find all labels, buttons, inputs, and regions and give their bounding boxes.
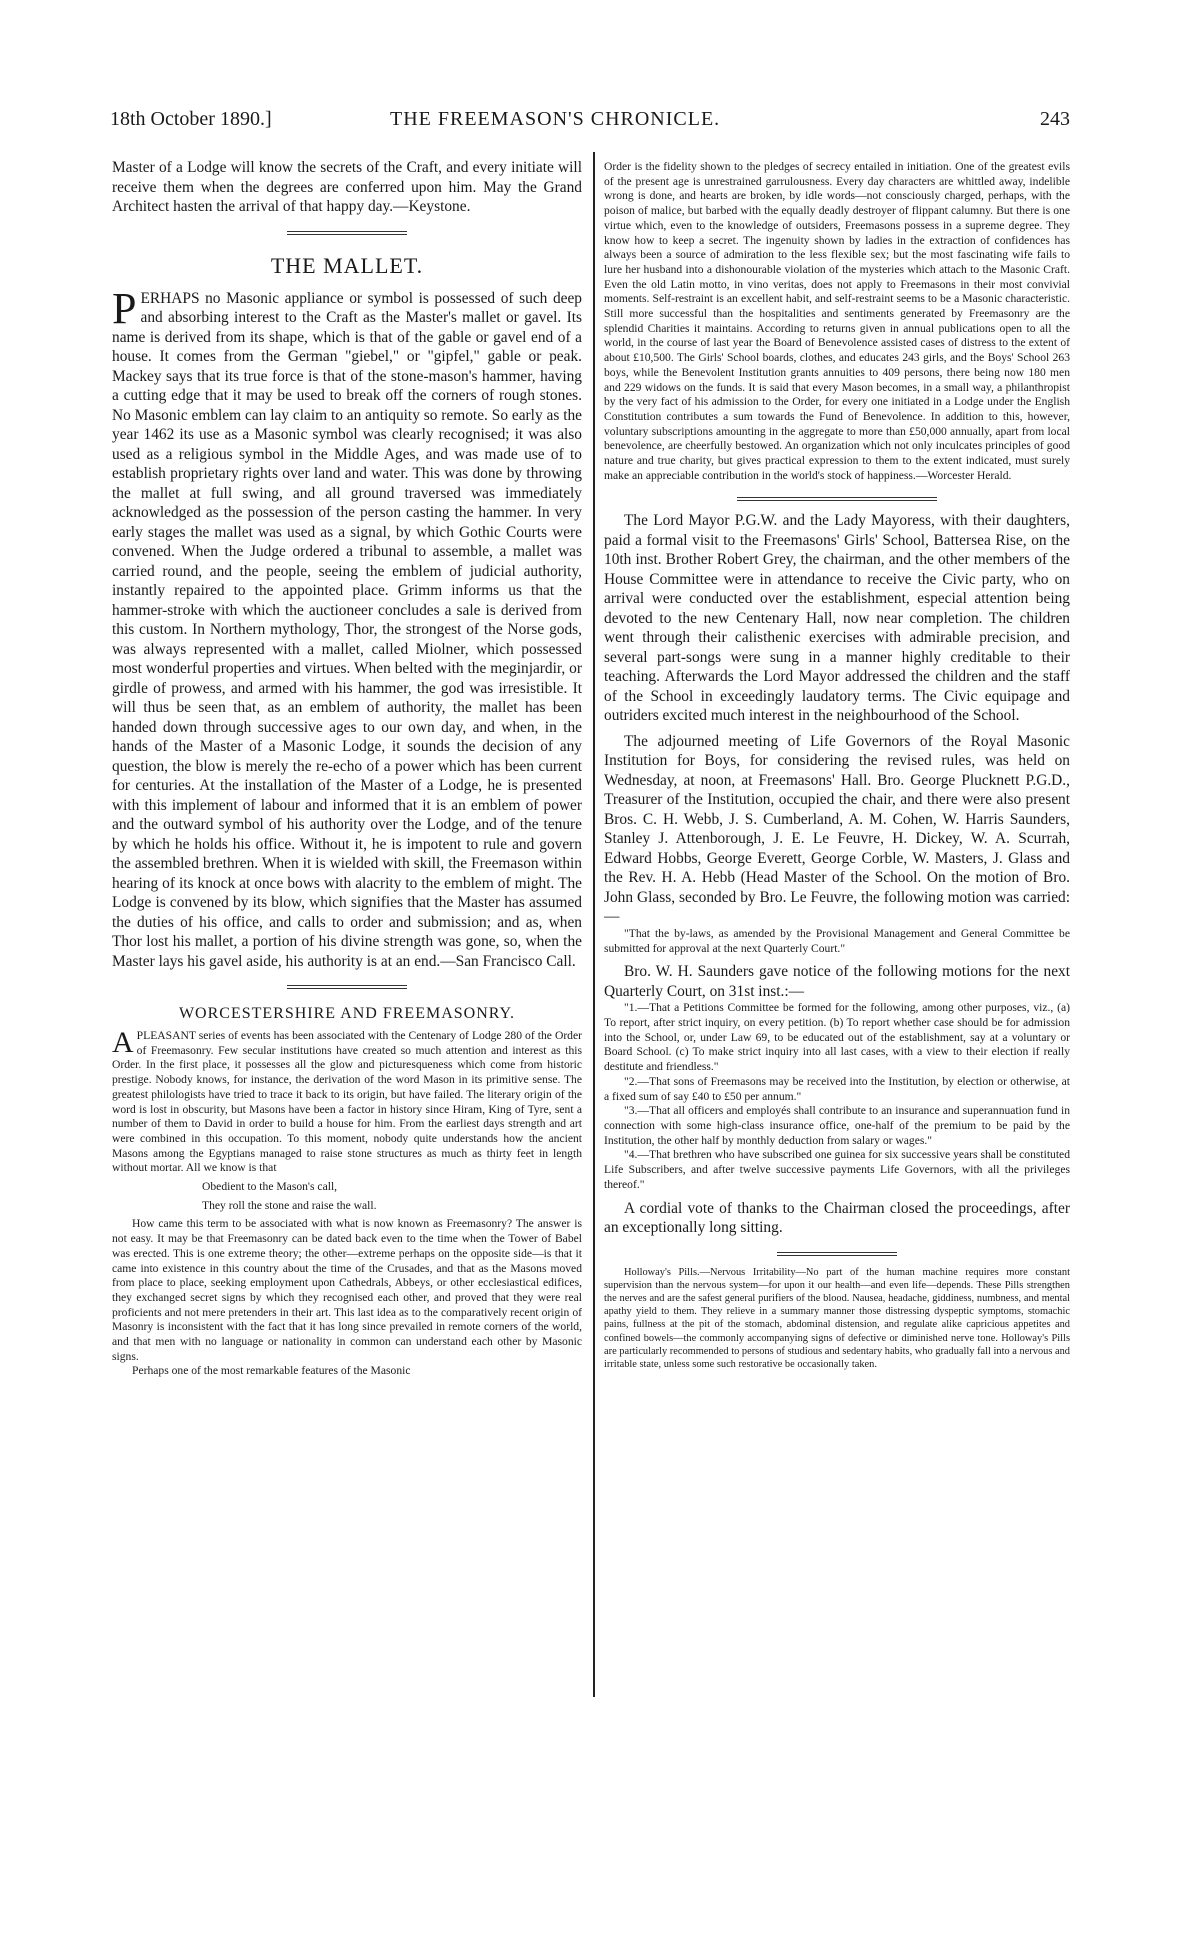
page-header <box>110 108 1070 138</box>
column-divider <box>593 152 595 1697</box>
mallet-dropcap: P <box>112 283 137 333</box>
motion-4: "4.—That brethren who have subscribed one guinea for six successive years shall be constituted Life Subscribers, and after twelve successive payments Life Governors, with all the privileges thereof." <box>604 1148 1070 1191</box>
section-divider <box>287 985 407 989</box>
worcestershire-dropcap: A <box>112 1026 134 1059</box>
worcestershire-continuation: Order is the fidelity shown to the pledges of secrecy entailed in initiation. One of the greatest evils of the present age is unrestrained garrulousness. Every day characters are whittled away, indelible wrong is done, and hearts are broken, by idle words—not consciously charged, perhaps, with the poison of malice, but barbed with the equally deadly destroyer of flippant calumny. But there is one virtue which, even to the knowledge of outsiders, Freemasons possess in a supreme degree. They know how to keep a secret. The ingenuity shown by ladies in the extraction of confidences has always been a source of admiration to the less flexible sex; but the most fascinating wife fails to lure her husband into a dishonourable violation of the mysteries which attach to the Masonic Craft. Even the old Latin motto, in vino veritas, does not apply to Freemasons in their most convivial moments. Self-restraint is an excellent habit, and self-restraint seems to be a Masonic characteristic. Still more successful than the hospitalities and sentiments generated by Freemasonry are the splendid Charities it maintains. According to returns given in annual publications open to all the world, in the course of last year the Board of Benevolence assisted cases of distress to the extent of about £10,500. The Girls' School boards, clothes, and educates 243 girls, and the Boys' School 263 boys, while the Benevolent Institution grants annuities to 409 persons, there being now 180 men and 229 widows on the funds. It is said that every Mason becomes, in a small way, a philanthropist by the very fact of his admission to the Order, for every one initiated in a Lodge under the English Constitution contributes a sum towards the Fund of Benevolence. In addition to this, however, voluntary subscriptions amounting in the aggregate to more than £50,000 annually, apart from local benevolence, are cheerfully bestowed. An organization which not only inculcates principles of good nature and true charity, but gives practical expression to them to the extent indicated, must surely make an appreciable contribution in the world's stock of happiness.—Worcester Herald. <box>604 160 1070 482</box>
verse-line-2: They roll the stone and raise the wall. <box>202 1198 377 1212</box>
verse-line-1: Obedient to the Mason's call, <box>202 1180 338 1194</box>
mallet-body: ERHAPS no Masonic appliance or symbol is possessed of such deep and absorbing interest to the Craft as the Master's mallet or gavel. Its name is derived from its shape, which is that of the gable or gavel end of a house. It comes from the German "giebel," or "gipfel," gable or peak. Mackey says that its true force is that of the stone-mason's hammer, having a cutting edge that it may be used to break off the corners of rough stones. No Masonic emblem can lay claim to an antiquity so remote. So early as the year 1462 its use as a Masonic symbol was clearly recognised; it was also used as a religious symbol in the Middle Ages, and was made use of to establish proprietary rights over land and water. This was done by throwing the mallet at full swing, and all ground traversed was immediately acknowledged as the possession of the person casting the hammer. In very early stages the mallet was used as a signal, by which Gothic Courts were convened. When the Judge ordered a tribunal to assemble, a mallet was carried round, and the people, seeing the emblem of judicial authority, instantly repaired to the appointed place. Grimm informs us that the hammer-stroke with which the auctioneer concludes a sale is derived from this custom. In Northern mythology, Thor, the strongest of the Norse gods, was always represented with a mallet, called Miolner, which possessed most wonderful properties and virtues. When belted with the meginjardir, or girdle of prowess, and armed with his hammer, the god was irresistible. It will thus be seen that, as an emblem of authority, the mallet has been handed down through successive ages to our own day, and when, in the hands of the Master of a Masonic Lodge, it sounds the decision of any question, the blow is merely the re-echo of a power which has been current for centuries. At the installation of the Master of a Lodge, he is presented with this implement of labour and informed that it is an emblem of power and the outward symbol of his authority over the Lodge, and of the tenure by which he holds his office. Without it, he is impotent to rule and govern the assembled brethren. When it is wielded with skill, the Freemason within hearing of its knock at once bows with alacrity to the emblem of might. The Lodge is convened by its blow, which signifies that the Master has assumed the duties of his office, and calls to order and submission; and as, when Thor lost his mallet, a portion of his divine strength was gone, so, when the Master lays his gavel aside, his authority is at an end.—San Francisco Call. <box>112 289 582 970</box>
worcestershire-para-1 <box>112 1026 582 1176</box>
adjourned-meeting: The adjourned meeting of Life Governors of the Royal Masonic Institution for Boys, for considering the revised rules, was held on Wednesday, at noon, at Freemasons' Hall. Bro. George Plucknett P.G.D., Treasurer of the Institution, occupied the chair, and there were also present Bros. C. H. Webb, J. S. Cumberland, A. M. Cohen, W. Harris Saunders, Stanley J. Attenborough, J. E. Le Feuvre, H. Dickey, W. A. Scurrah, Edward Hobbs, George Everett, George Corble, W. Masters, J. Glass and the Rev. H. A. Hebb (Head Master of the School. On the motion of Bro. John Glass, seconded by Bro. Le Feuvre, the following motion was carried:— <box>604 732 1070 926</box>
motion-1: "1.—That a Petitions Committee be formed for the following, among other purposes, viz., (a) To report, after strict inquiry, on every petition. (b) To report whether case should be for admission into the School, or, under Law 69, to be educated out of the establishment, say at a voluntary or Board School. (c) To make strict inquiry into all last cases, with a view to their election if really destitute and friendless." <box>604 1001 1070 1074</box>
mallet-heading: THE MALLET. <box>270 252 424 278</box>
section-divider <box>737 497 937 501</box>
worcestershire-para-2: How came this term to be associated with what is now known as Freemasonry? The answer is not easy. It may be that Freemasonry can be dated back even to the time when the Tower of Babel was erected. This is one extreme theory; the other—extreme perhaps on the opposite side—is that it came into existence in this country about the time of the Crusades, and that as the Masons moved from place to place, seeking employment upon Cathedrals, Abbeys, or other ecclesiastical edifices, they exchanged secret signs by which they recognised each other, and proved that they were real proficients and not mere pretenders in their art. This last idea as to the comparatively recent origin of Masonry is inconsistent with the fact that it has long since prevailed in remote corners of the world, and that men with no language or nationality in common can understand each other by Masonic signs. <box>112 1217 582 1363</box>
worcestershire-heading: WORCESTERSHIRE AND FREEMASONRY. <box>178 1005 516 1022</box>
masthead-title: THE FREEMASON'S CHRONICLE. <box>390 108 721 130</box>
left-column <box>112 158 582 1379</box>
holloway-advert: Holloway's Pills.—Nervous Irritability—No part of the human machine requires more constant supervision than the nervous system—for upon it our health—and even life—depends. These Pills strengthen the nerves and are the safest general purifiers of the blood. Nausea, headache, giddiness, numbness, and mental apathy yield to them. They relieve in a summary manner those distressing dyspeptic symptoms, stomachic pains, fullness at the pit of the stomach, abdominal distension, and regulate alike capricious appetites and confined bowels—the commonly accompanying signs of defective or diminished nerve tone. Holloway's Pills are particularly recommended to persons of studious and sedentary habits, who gradually fall into a nervous and irritable state, unless some such restorative be occasionally taken. <box>604 1266 1071 1370</box>
section-divider <box>777 1252 897 1256</box>
section-divider <box>287 231 407 235</box>
motion-2: "2.—That sons of Freemasons may be received into the Institution, by election or otherwise, at a fixed sum of say £40 to £50 per annum." <box>604 1074 1070 1103</box>
cordial-vote: A cordial vote of thanks to the Chairman closed the proceedings, after an exceptionally long sitting. <box>604 1199 1070 1237</box>
saunders-notice: Bro. W. H. Saunders gave notice of the following motions for the next Quarterly Court, on 31st inst.:— <box>604 963 1070 1000</box>
issue-date: 18th October 1890.] <box>110 108 272 130</box>
mallet-article <box>112 283 582 972</box>
motion-3: "3.—That all officers and employés shall contribute to an insurance and superannuation fund in connection with some high-class insurance office, one-half of the premium to be paid by the Institution, the other half by monthly deduction from salary or wages." <box>604 1104 1070 1147</box>
keystone-intro: Master of a Lodge will know the secrets of the Craft, and every initiate will receive them when the degrees are conferred upon him. May the Grand Architect hasten the arrival of that happy day.—Keystone. <box>112 159 582 215</box>
page-number: 243 <box>1040 108 1070 130</box>
right-column <box>604 160 1070 1371</box>
worcestershire-body-1: PLEASANT series of events has been associated with the Centenary of Lodge 280 of the Order of Freemasonry. Few secular institutions have created so much attention and interest as this Order. In the first place, it possesses all the glow and picturesqueness which come from historic prestige. Nobody knows, for instance, the derivation of the word Mason in its primitive sense. The greatest philologists have tried to trace it back to its origin, but have failed. The literary origin of the word is lost in obscurity, but Masons have been a factor in history since Hiram, King of Tyre, sent a number of them to David in order to build a house for him. From the earliest days strength and art were combined in this occupation. To this moment, nobody quite understands how the ancient Masons among the Egyptians managed to raise stone structures as much as thirty feet in length without mortar. All we know is that <box>112 1029 582 1175</box>
worcestershire-para-3: Perhaps one of the most remarkable features of the Masonic <box>132 1364 411 1378</box>
lord-mayor-visit: The Lord Mayor P.G.W. and the Lady Mayoress, with their daughters, paid a formal visit to the Freemasons' Girls' School, Battersea Rise, on the 10th inst. Brother Robert Grey, the chairman, and the other members of the House Committee were in attendance to receive the Civic party, who on arrival were conducted over the establishment, especial attention being devoted to the new Centenary Hall, now near completion. The children went through their calisthenic exercises with admirable precision, and several part-songs were sung in a manner highly creditable to their teaching. Afterwards the Lord Mayor addressed the children and the staff of the School in exceedingly laudatory terms. The Civic equipage and outriders excited much interest in the neighbourhood of the School. <box>604 512 1070 725</box>
motion-quote: "That the by-laws, as amended by the Provisional Management and General Committee be submitted for approval at the next Quarterly Court." <box>604 926 1070 955</box>
